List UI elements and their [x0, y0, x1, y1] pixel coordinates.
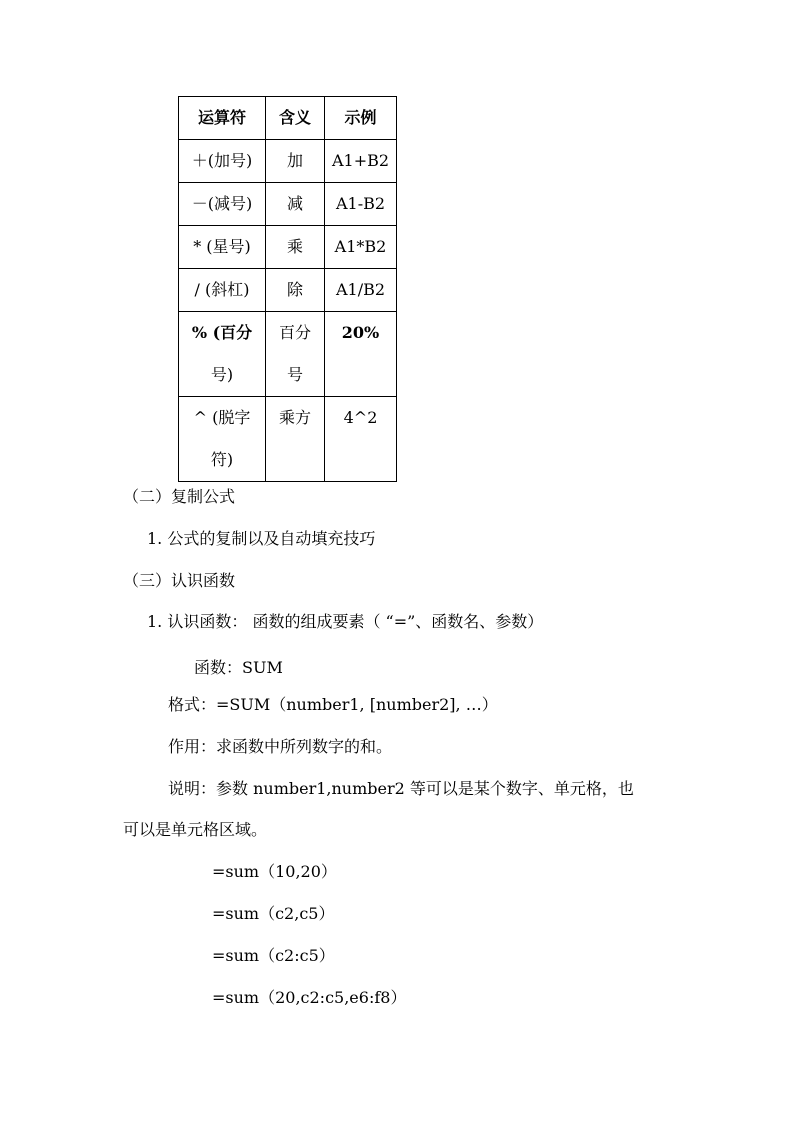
cell-operator-line2: 号) — [210, 365, 234, 384]
header-example: 示例 — [325, 97, 397, 140]
example-formula: =sum（10,20） — [212, 862, 337, 881]
cell-meaning: 除 — [266, 269, 325, 312]
cell-meaning: 乘方 — [266, 397, 325, 482]
table-row — [179, 226, 397, 269]
header-meaning: 含义 — [266, 97, 325, 140]
cell-example: A1+B2 — [325, 140, 397, 183]
function-description-line2: 可以是单元格区域。 — [123, 820, 268, 839]
section-heading-functions: （三）认识函数 — [123, 571, 236, 590]
cell-example: A1/B2 — [325, 269, 397, 312]
cell-meaning: 加 — [266, 140, 325, 183]
function-purpose: 作用：求函数中所列数字的和。 — [168, 737, 393, 756]
cell-operator: / (斜杠) — [179, 269, 266, 312]
table-row — [179, 397, 397, 482]
example-formula: =sum（20,c2:c5,e6:f8） — [212, 988, 407, 1007]
cell-operator: ＋(加号) — [179, 140, 266, 183]
cell-example: A1-B2 — [325, 183, 397, 226]
cell-example: A1*B2 — [325, 226, 397, 269]
cell-operator-line1: % (百分 — [191, 323, 253, 342]
cell-meaning: 减 — [266, 183, 325, 226]
table-row — [179, 140, 397, 183]
cell-operator — [179, 397, 266, 482]
function-name: 函数：SUM — [194, 658, 283, 677]
cell-meaning — [266, 312, 325, 397]
cell-meaning-line2: 号 — [286, 365, 303, 384]
table-header-row — [179, 97, 397, 140]
example-formula: =sum（c2:c5） — [212, 946, 335, 965]
function-description-line1: 说明：参数 number1,number2 等可以是某个数字、单元格，也 — [168, 779, 634, 798]
cell-example: 4^2 — [325, 397, 397, 482]
cell-operator: －(减号) — [179, 183, 266, 226]
operator-table — [178, 96, 397, 482]
cell-meaning-line1: 百分 — [278, 323, 311, 342]
table-row — [179, 312, 397, 397]
table-row — [179, 183, 397, 226]
cell-operator — [179, 312, 266, 397]
header-operator: 运算符 — [179, 97, 266, 140]
section-heading-copy: （二）复制公式 — [123, 487, 236, 506]
cell-operator: * (星号) — [179, 226, 266, 269]
example-formula: =sum（c2,c5） — [212, 904, 335, 923]
list-item-functions: 1. 认识函数： 函数的组成要素（ “=”、函数名、参数） — [147, 612, 544, 631]
table-row — [179, 269, 397, 312]
cell-operator-line2: 符) — [210, 450, 234, 469]
cell-example: 20% — [325, 312, 397, 397]
cell-meaning: 乘 — [266, 226, 325, 269]
list-item-copy: 1. 公式的复制以及自动填充技巧 — [147, 529, 376, 548]
cell-operator-line1: ^ (脱字 — [193, 408, 251, 427]
function-format: 格式：=SUM（number1, [number2], …） — [168, 695, 498, 714]
